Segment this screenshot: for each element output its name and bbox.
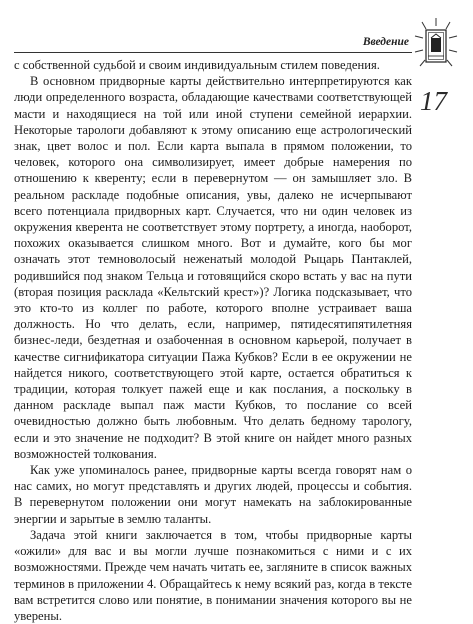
paragraph-continued: с собственной судьбой и своим индивидуальным стилем поведения.: [14, 58, 380, 72]
tarot-card-rays-icon: [414, 16, 458, 74]
body-text: [14, 57, 412, 624]
running-header-title: Введение: [362, 36, 409, 48]
header-rule: [14, 52, 412, 53]
paragraph: Задача этой книги заключается в том, чтобы придворные карты «ожили» для вас и вы могли лучше познакомиться с ними и с их возможностями. Прежде чем начать читать ее, загляните в список важных терминов в приложении 4. Обращайтесь к нему всякий раз, когда в тексте вам встретится слово или понятие, в понимании значения которого вы не уверены.: [14, 527, 413, 623]
page-number: 17: [420, 86, 447, 116]
paragraph: В основном придворные карты действительно интерпретируются как люди определенного возраста, обладающие качествами соответствующей масти и находящиеся на той или иной ступени семейной иерархии. Некоторые тарологи добавляют к этому описанию еще астрологический знак, цвет волос и пол. Если карта выпала в прямом положении, то человек, которого она символизирует, имеет добрые намерения по отношению к кверенту; если в перевернутом — он замышляет зло. В реальном раскладе подобные описания, увы, далеко не исчерпывают всего потенциала придворных карт. Случается, что ни один человек из окружения кверента не соответствует этому портрету, а иногда, наоборот, похожих оказывается слишком много. Вот и думайте, кого бы мог означать этот темноволосый неженатый молодой Рыцарь Пантаклей, родившийся под знаком Тельца и готовящийся скоро встать у вас на пути (вторая позиция расклада «Кельтский крест»)? Логика подсказывает, что это кто-то из коллег по работе, которого вполне устраивает ваша должность. Но что делать, если, например, пятидесятипятилетняя бизнес-леди, бездетная и озабоченная в основном карьерой, получает в качестве сигнификатора ситуации Пажа Кубков? Если в ее окружении не найдется никого, соответствующего этой карте, остается обратиться к традиции, которая толкует пажей еще и как послания, а поскольку в данном раскладе выпал паж масти Кубков, то послание со всей очевидностью должно быть любовным. Что делать бедному тарологу, если и это значение не подходит? В этой книге он найдет много разных возможностей толкования.: [14, 74, 412, 461]
paragraph: Как уже упоминалось ранее, придворные карты всегда говорят нам о нас самих, но могут представлять и других людей, процессы и события. В перевернутом положении они могут намекать на заблокированные энергии и зарытые в землю таланты.: [14, 463, 412, 526]
